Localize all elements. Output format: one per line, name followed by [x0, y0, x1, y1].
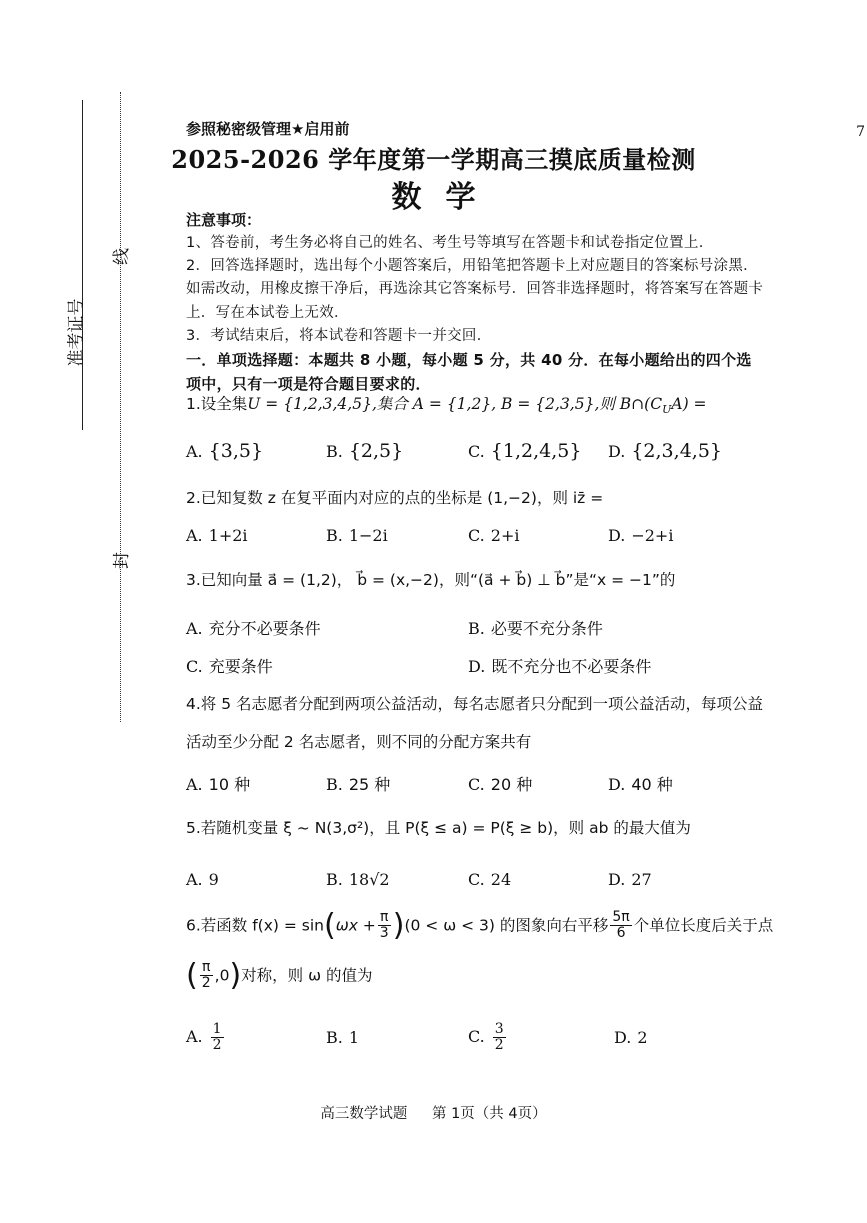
- question-1-options: [186, 440, 776, 470]
- option-b[interactable]: B. 25 种: [326, 775, 391, 794]
- fraction-5pi-over-6: $\frac{5\pi}{6}$: [612, 909, 630, 942]
- question-3-options-row2: [186, 654, 776, 684]
- option-d[interactable]: D. 40 种: [608, 775, 673, 794]
- question-2-stem: 2.已知复数 z 在复平面内对应的点的坐标是 (1,−2)，则 iz̄ =: [186, 489, 604, 507]
- option-d[interactable]: D. 27: [608, 870, 652, 889]
- option-a[interactable]: A. $\frac{1}{2}$: [186, 1021, 222, 1054]
- option-d[interactable]: D. {2,3,4,5}: [608, 440, 722, 462]
- option-c[interactable]: C. 2+i: [468, 526, 520, 545]
- notice-block: [186, 208, 766, 396]
- option-d[interactable]: D. 既不充分也不必要条件: [468, 657, 652, 676]
- fraction-pi-over-3: $\frac{\pi}{3}$: [379, 909, 389, 942]
- option-a[interactable]: A. 9: [186, 870, 219, 889]
- option-a[interactable]: A. 充分不必要条件: [186, 619, 321, 638]
- option-b[interactable]: B. 1−2i: [326, 526, 388, 545]
- notice-heading: 注意事项：: [186, 211, 262, 229]
- candidate-number-label: 准考证号: [66, 298, 87, 367]
- page-footer: [0, 1102, 867, 1123]
- footer-page-number: 第 1页（共 4页）: [431, 1106, 547, 1122]
- option-c[interactable]: C. 20 种: [468, 775, 533, 794]
- footer-subject: 高三数学试题: [320, 1106, 408, 1122]
- option-c[interactable]: C. 充要条件: [186, 657, 273, 676]
- question-5-options: [186, 870, 776, 900]
- option-a[interactable]: A. {3,5}: [186, 440, 264, 462]
- corner-mark: 7: [856, 124, 865, 140]
- question-3-stem: 3.已知向量 a⃗ = (1,2)， b⃗ = (x,−2)，则“(a⃗ + b⃗) ⊥ b⃗”是“x = −1”的: [186, 571, 676, 589]
- question-4-stem-line2: 活动至少分配 2 名志愿者，则不同的分配方案共有: [186, 733, 532, 751]
- question-4-stem-line1: 4.将 5 名志愿者分配到两项公益活动，每名志愿者只分配到一项公益活动，每项公益: [186, 695, 764, 713]
- seal-label: 封: [112, 552, 132, 569]
- question-5-stem: 5.若随机变量 ξ ~ N(3,σ²)，且 P(ξ ≤ a) = P(ξ ≥ b)，则 ab 的最大值为: [186, 819, 691, 837]
- section-heading: 一．单项选择题：本题共 8 小题，每小题 5 分，共 40 分．在每小题给出的四个选项中，只有一项是符合题目要求的．: [186, 350, 752, 393]
- option-b[interactable]: B. 必要不充分条件: [468, 619, 603, 638]
- notice-item-2: 2．回答选择题时，选出每个小题答案后，用铅笔把答题卡上对应题目的答案标号涂黑．如需改动，用橡皮擦干净后，再选涂其它答案标号．回答非选择题时，将答案写在答题卡上．写在本试卷上无效．: [186, 258, 764, 321]
- option-c[interactable]: C. {1,2,4,5}: [468, 440, 582, 462]
- question-1-stem: 1.设全集U = {1,2,3,4,5},集合 A = {1,2}, B = {2,3,5},则 $B\cap(C_UA)$ =: [186, 395, 707, 417]
- question-3-options-row1: [186, 616, 776, 646]
- subject-title: 数学: [391, 180, 500, 215]
- question-6-stem-line1: 6.若函数 f(x) = sin(ωx + $\frac{\pi}{3}$ )(0 < ω < 3) 的图象向右平移 $\frac{5\pi}{6}$ 个单位长度后关于点: [186, 907, 774, 943]
- line-label: 线: [112, 248, 132, 265]
- option-c[interactable]: C. 24: [468, 870, 512, 889]
- notice-item-1: 1、答卷前，考生务必将自己的姓名、考生号等填写在答题卡和试卷指定位置上.: [186, 235, 704, 251]
- question-6-options: [186, 1022, 776, 1066]
- option-d[interactable]: D. 2: [614, 1028, 648, 1047]
- question-6-stem-line2: ( $\frac{\pi}{2}$ ,0)对称，则 ω 的值为: [186, 957, 373, 993]
- option-c[interactable]: C. $\frac{3}{2}$: [468, 1021, 504, 1054]
- fraction-pi-over-2: $\frac{\pi}{2}$: [201, 959, 211, 992]
- option-b[interactable]: B. 18√2: [326, 870, 390, 889]
- exam-title: 2025-2026 学年度第一学期高三摸底质量检测: [171, 145, 696, 174]
- question-2-options: [186, 526, 776, 556]
- option-d[interactable]: D. −2+i: [608, 526, 674, 545]
- secrecy-note: 参照秘密级管理★启用前: [186, 120, 350, 138]
- option-a[interactable]: A. 10 种: [186, 775, 251, 794]
- question-4-options: [186, 772, 776, 802]
- option-a[interactable]: A. 1+2i: [186, 526, 248, 545]
- notice-item-3: 3．考试结束后，将本试卷和答题卡一并交回．: [186, 327, 492, 344]
- option-b[interactable]: B. {2,5}: [326, 440, 404, 462]
- option-b[interactable]: B. 1: [326, 1028, 360, 1047]
